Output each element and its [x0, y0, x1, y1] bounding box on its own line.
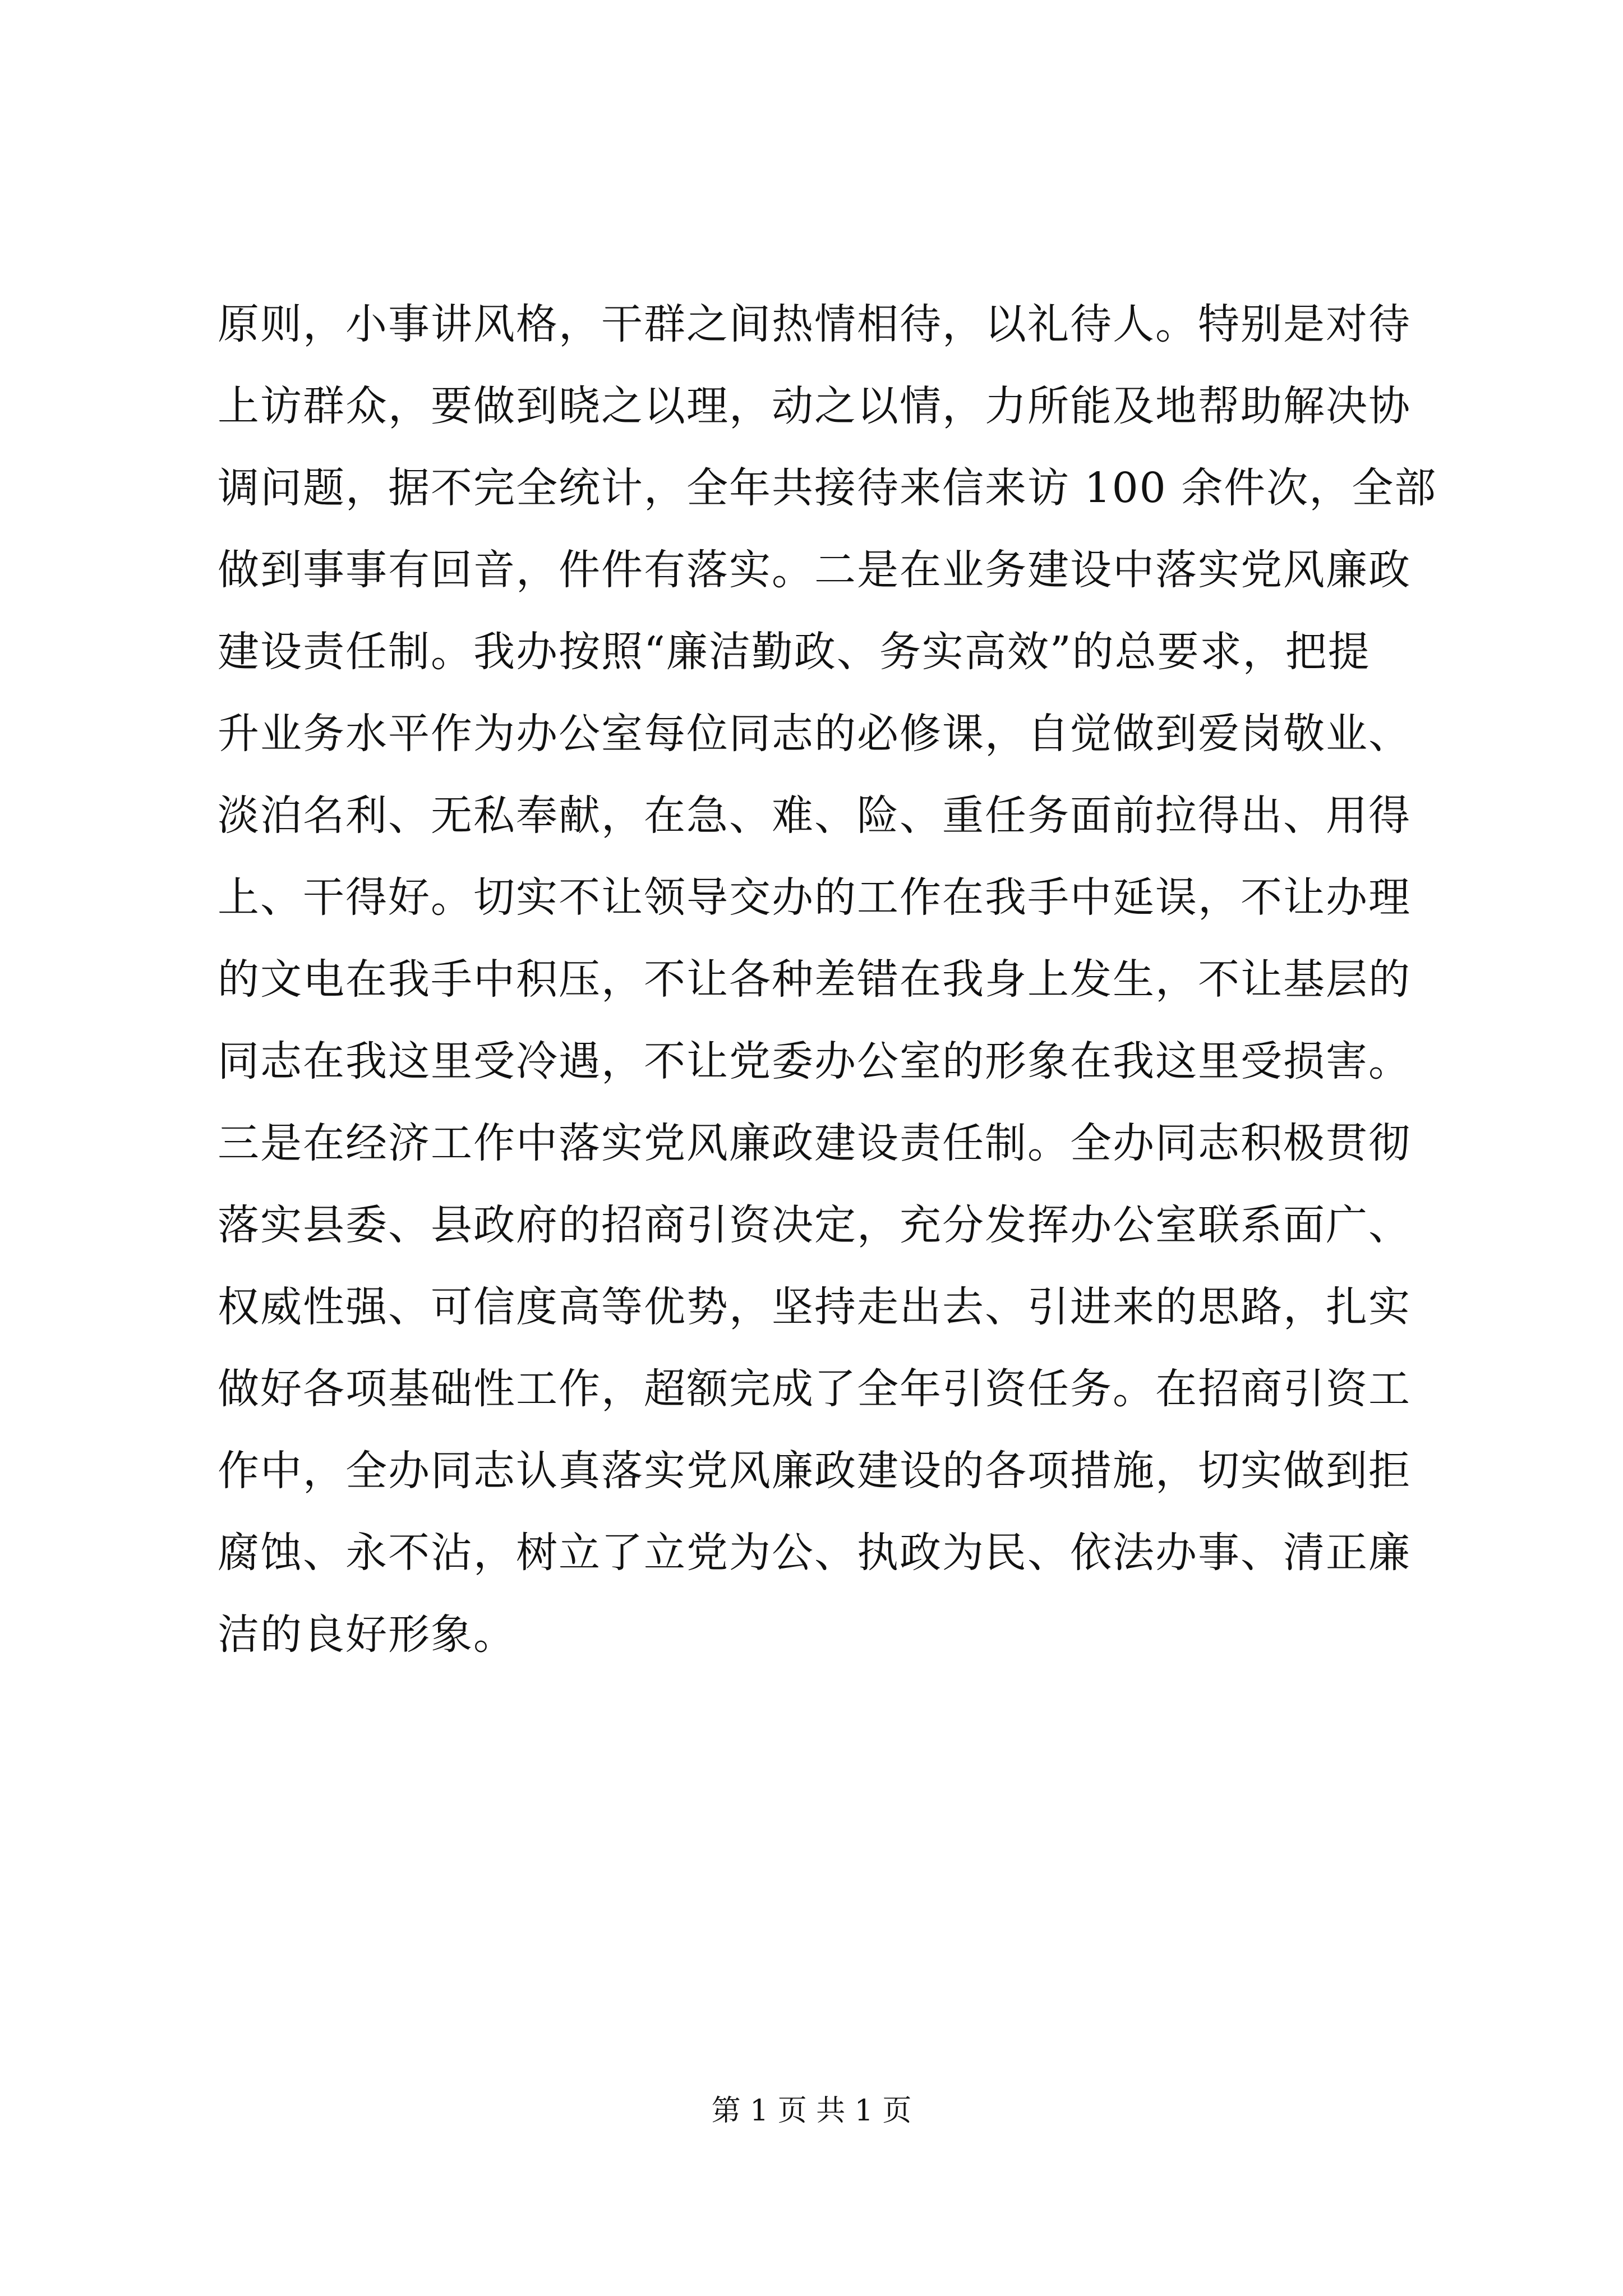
text-line: 做到事事有回音，件件有落实。二是在业务建设中落实党风廉政 [218, 546, 1411, 594]
text-line: 三是在经济工作中落实党风廉政建设责任制。全办同志积极贯彻 [218, 1119, 1411, 1167]
text-line: 调问题，据不完全统计，全年共接待来信来访 100 余件次，全部 [218, 464, 1437, 512]
text-line: 腐蚀、永不沾，树立了立党为公、执政为民、依法办事、清正廉 [218, 1529, 1411, 1577]
text-line: 上、干得好。切实不让领导交办的工作在我手中延误，不让办理 [218, 873, 1411, 922]
text-line: 做好各项基础性工作，超额完成了全年引资任务。在招商引资工 [218, 1365, 1411, 1413]
text-line: 同志在我这里受冷遇，不让党委办公室的形象在我这里受损害。 [218, 1037, 1411, 1085]
text-line: 建设责任制。我办按照“廉洁勤政、务实高效”的总要求，把提 [218, 628, 1371, 676]
text-line: 落实县委、县政府的招商引资决定，充分发挥办公室联系面广、 [218, 1201, 1411, 1249]
text-line: 淡泊名利、无私奉献，在急、难、险、重任务面前拉得出、用得 [218, 792, 1411, 840]
text-line: 的文电在我手中积压，不让各种差错在我身上发生，不让基层的 [218, 955, 1411, 1004]
page-footer: 第 1 页 共 1 页 [711, 2094, 912, 2128]
text-line: 上访群众，要做到晓之以理，动之以情，力所能及地帮助解决协 [218, 382, 1411, 430]
text-line: 升业务水平作为办公室每位同志的必修课，自觉做到爱岗敬业、 [218, 710, 1411, 758]
text-line: 原则，小事讲风格，干群之间热情相待，以礼待人。特别是对待 [218, 300, 1411, 348]
body-paragraph [218, 283, 1437, 1676]
text-line: 作中，全办同志认真落实党风廉政建设的各项措施，切实做到拒 [218, 1447, 1411, 1495]
text-line: 权威性强、可信度高等优势，坚持走出去、引进来的思路，扎实 [218, 1283, 1411, 1331]
text-line: 洁的良好形象。 [218, 1611, 516, 1659]
